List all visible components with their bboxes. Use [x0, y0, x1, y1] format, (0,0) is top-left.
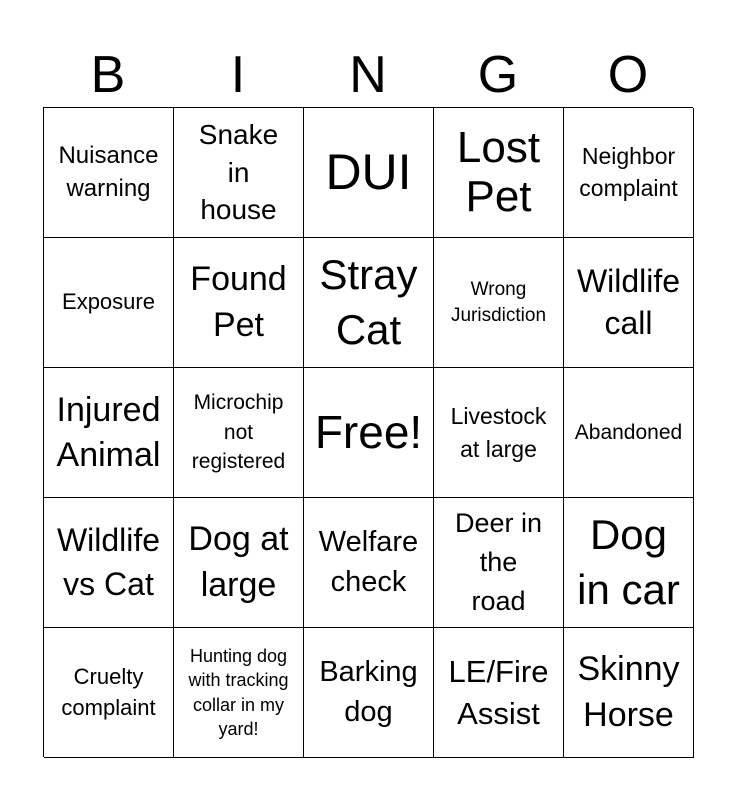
bingo-cell[interactable] — [434, 108, 564, 238]
bingo-cell-text: Snake in house — [198, 118, 279, 226]
bingo-cell-text: Microchip not registered — [191, 391, 286, 474]
bingo-cell-text: Livestock at large — [450, 403, 547, 462]
bingo-cell[interactable] — [174, 238, 304, 368]
bingo-cell-text: Stray Cat — [319, 250, 418, 353]
header-letter-i: I — [230, 46, 246, 104]
bingo-cell-text: Deer in the road — [454, 507, 543, 617]
bingo-cell[interactable] — [434, 628, 564, 758]
bingo-cell-text: Nuisance warning — [58, 142, 159, 202]
bingo-cell[interactable] — [564, 498, 694, 628]
bingo-cell[interactable] — [434, 368, 564, 498]
bingo-cell[interactable] — [44, 628, 174, 758]
bingo-cell-text: Cruelty complaint — [61, 663, 156, 720]
bingo-cell[interactable] — [434, 238, 564, 368]
bingo-cell-text: Injured Animal — [56, 391, 161, 474]
bingo-cell-text: Dog at large — [188, 519, 289, 604]
bingo-cell[interactable] — [564, 238, 694, 368]
header-letter-o: O — [607, 46, 649, 104]
bingo-cell-text: Wrong Jurisdiction — [450, 278, 547, 326]
free-space-text: Free! — [314, 406, 423, 459]
bingo-cell[interactable] — [174, 498, 304, 628]
bingo-cell-text: LE/Fire Assist — [448, 653, 549, 731]
bingo-cell-text: Exposure — [62, 289, 155, 315]
bingo-cell[interactable] — [174, 108, 304, 238]
bingo-cell-text: Welfare check — [318, 526, 419, 598]
bingo-cell-text: Wildlife vs Cat — [56, 522, 161, 602]
bingo-cell[interactable] — [44, 238, 174, 368]
header-letter-b: B — [90, 46, 126, 104]
bingo-cell-text: Lost Pet — [456, 123, 541, 221]
bingo-cell-text: Skinny Horse — [577, 649, 680, 734]
bingo-cell-text: DUI — [325, 144, 412, 200]
bingo-header — [43, 44, 693, 106]
bingo-cell[interactable] — [564, 368, 694, 498]
bingo-cell-text: Neighbor complaint — [579, 143, 678, 201]
bingo-cell[interactable] — [304, 498, 434, 628]
bingo-cell-text: Found Pet — [190, 259, 287, 344]
bingo-cell-text: Wildlife call — [576, 262, 681, 341]
bingo-cell[interactable] — [564, 628, 694, 758]
header-letter-n: N — [349, 46, 387, 104]
bingo-cell[interactable] — [44, 108, 174, 238]
bingo-cell-text: Dog in car — [577, 510, 680, 613]
bingo-cell[interactable] — [44, 498, 174, 628]
bingo-cell[interactable] — [434, 498, 564, 628]
bingo-cell[interactable] — [174, 628, 304, 758]
bingo-cell-text: Hunting dog with tracking collar in my yard! — [188, 645, 289, 739]
free-space-cell[interactable] — [304, 368, 434, 498]
bingo-cell[interactable] — [304, 628, 434, 758]
bingo-cell[interactable] — [174, 368, 304, 498]
bingo-cell-text: Abandoned — [574, 420, 683, 444]
bingo-cell[interactable] — [304, 108, 434, 238]
bingo-cell-text: Barking dog — [319, 656, 418, 728]
bingo-cell[interactable] — [44, 368, 174, 498]
bingo-cell[interactable] — [304, 238, 434, 368]
header-letter-g: G — [477, 46, 519, 104]
bingo-card-grid — [43, 107, 693, 757]
bingo-cell[interactable] — [564, 108, 694, 238]
